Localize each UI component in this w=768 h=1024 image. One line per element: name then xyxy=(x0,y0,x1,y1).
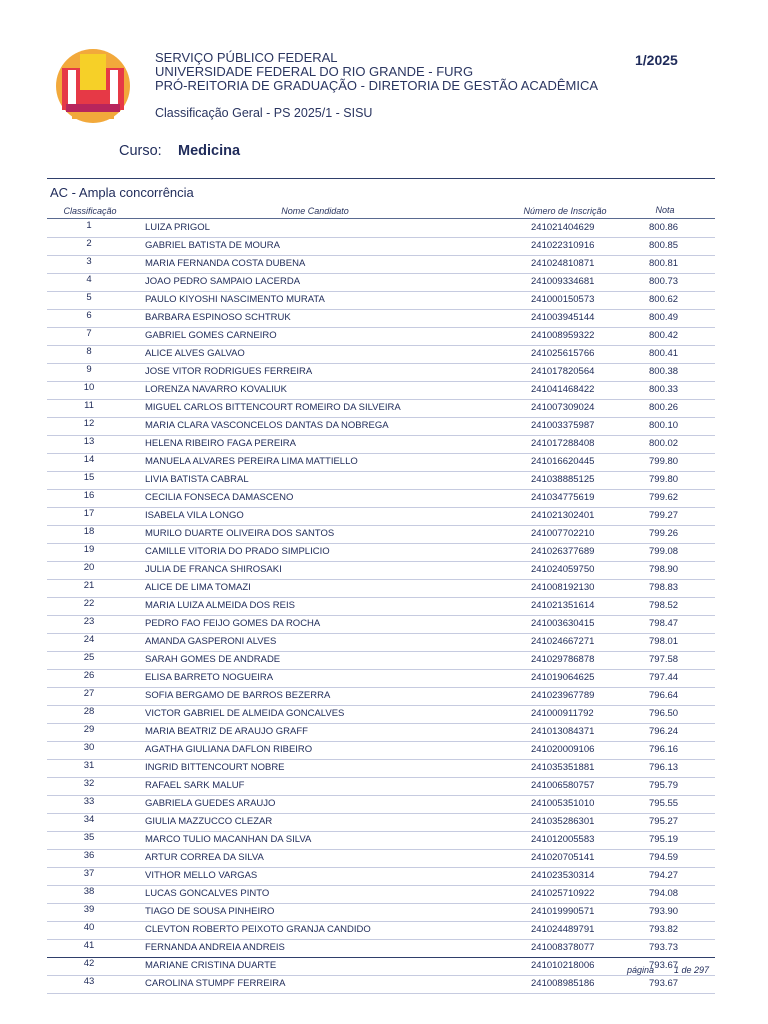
inscricao-cell: 241016620445 xyxy=(531,456,595,467)
rank-cell: 26 xyxy=(83,670,95,681)
inscricao-cell: 241007309024 xyxy=(531,402,595,413)
nota-cell: 800.85 xyxy=(649,240,679,251)
inscricao-cell: 241005351010 xyxy=(531,798,595,809)
inscricao-cell: 241024667271 xyxy=(531,636,595,647)
table-row xyxy=(47,742,715,760)
nota-cell: 798.47 xyxy=(649,618,679,629)
nota-cell: 799.80 xyxy=(649,456,679,467)
rank-cell: 22 xyxy=(83,598,95,609)
rank-cell: 10 xyxy=(83,382,95,393)
header-subtitle: Classificação Geral - PS 2025/1 - SISU xyxy=(155,106,373,120)
rank-cell: 38 xyxy=(83,886,95,897)
logo-bar xyxy=(72,114,114,119)
rank-cell: 40 xyxy=(83,922,95,933)
table-row xyxy=(47,274,715,292)
name-cell: GIULIA MAZZUCCO CLEZAR xyxy=(145,816,273,827)
logo-core xyxy=(80,54,106,90)
top-divider xyxy=(47,178,715,179)
name-cell: MARIANE CRISTINA DUARTE xyxy=(145,960,277,971)
name-cell: VITHOR MELLO VARGAS xyxy=(145,870,258,881)
nota-cell: 793.82 xyxy=(649,924,679,935)
logo-slot-left xyxy=(68,70,76,104)
rank-cell: 37 xyxy=(83,868,95,879)
rank-cell: 4 xyxy=(86,274,92,285)
table-row xyxy=(47,400,715,418)
inscricao-cell: 241038885125 xyxy=(531,474,595,485)
rank-cell: 30 xyxy=(83,742,95,753)
name-cell: HELENA RIBEIRO FAGA PEREIRA xyxy=(145,438,296,449)
nota-cell: 796.50 xyxy=(649,708,679,719)
column-header-inscricao: Número de Inscrição xyxy=(523,206,607,216)
table-row xyxy=(47,454,715,472)
table-row xyxy=(47,958,715,976)
table-row xyxy=(47,778,715,796)
course-label: Curso: xyxy=(119,143,162,159)
header-line-3: PRÓ-REITORIA DE GRADUAÇÃO - DIRETORIA DE GESTÃO ACADÊMICA xyxy=(155,78,599,93)
nota-cell: 796.24 xyxy=(649,726,679,737)
table-row xyxy=(47,562,715,580)
inscricao-cell: 241021302401 xyxy=(531,510,595,521)
nota-cell: 800.49 xyxy=(649,312,679,323)
rank-cell: 7 xyxy=(86,328,92,339)
inscricao-cell: 241019990571 xyxy=(531,906,595,917)
table-row xyxy=(47,364,715,382)
column-header-nota: Nota xyxy=(655,205,675,215)
nota-cell: 800.10 xyxy=(649,420,679,431)
inscricao-cell: 241024810871 xyxy=(531,258,595,269)
name-cell: MARIA CLARA VASCONCELOS DANTAS DA NOBREGA xyxy=(145,420,389,431)
table-row xyxy=(47,724,715,742)
inscricao-cell: 241008959322 xyxy=(531,330,595,341)
nota-cell: 800.41 xyxy=(649,348,679,359)
header-divider xyxy=(47,218,715,219)
nota-cell: 798.52 xyxy=(649,600,679,611)
nota-cell: 795.27 xyxy=(649,816,679,827)
rank-cell: 17 xyxy=(83,508,95,519)
rank-cell: 23 xyxy=(83,616,95,627)
nota-cell: 800.86 xyxy=(649,222,679,233)
column-header-rank: Classificação xyxy=(63,206,117,216)
name-cell: PAULO KIYOSHI NASCIMENTO MURATA xyxy=(145,294,325,305)
inscricao-cell: 241013084371 xyxy=(531,726,595,737)
rank-cell: 19 xyxy=(83,544,95,555)
ranking-table xyxy=(47,220,715,994)
section-title: AC - Ampla concorrência xyxy=(50,185,194,200)
rank-cell: 39 xyxy=(83,904,95,915)
name-cell: JOAO PEDRO SAMPAIO LACERDA xyxy=(145,276,301,287)
nota-cell: 800.73 xyxy=(649,276,679,287)
inscricao-cell: 241041468422 xyxy=(531,384,595,395)
nota-cell: 795.55 xyxy=(649,798,679,809)
nota-cell: 793.90 xyxy=(649,906,679,917)
name-cell: AGATHA GIULIANA DAFLON RIBEIRO xyxy=(145,744,313,755)
name-cell: CAROLINA STUMPF FERREIRA xyxy=(145,978,286,989)
nota-cell: 795.79 xyxy=(649,780,679,791)
nota-cell: 796.64 xyxy=(649,690,679,701)
name-cell: INGRID BITTENCOURT NOBRE xyxy=(145,762,285,773)
nota-cell: 800.42 xyxy=(649,330,679,341)
inscricao-cell: 241017288408 xyxy=(531,438,595,449)
rank-cell: 31 xyxy=(83,760,95,771)
name-cell: MARIA LUIZA ALMEIDA DOS REIS xyxy=(145,600,295,611)
name-cell: AMANDA GASPERONI ALVES xyxy=(145,636,277,647)
table-row xyxy=(47,868,715,886)
table-row xyxy=(47,418,715,436)
table-row xyxy=(47,436,715,454)
rank-cell: 13 xyxy=(83,436,95,447)
rank-cell: 3 xyxy=(86,256,92,267)
name-cell: JULIA DE FRANCA SHIROSAKI xyxy=(145,564,282,575)
furg-logo xyxy=(52,48,134,126)
inscricao-cell: 241008378077 xyxy=(531,942,595,953)
inscricao-cell: 241003375987 xyxy=(531,420,595,431)
rank-cell: 28 xyxy=(83,706,95,717)
nota-cell: 797.58 xyxy=(649,654,679,665)
inscricao-cell: 241023967789 xyxy=(531,690,595,701)
rank-cell: 5 xyxy=(86,292,92,303)
inscricao-cell: 241034775619 xyxy=(531,492,595,503)
name-cell: JOSE VITOR RODRIGUES FERREIRA xyxy=(145,366,313,377)
nota-cell: 798.83 xyxy=(649,582,679,593)
name-cell: MARIA FERNANDA COSTA DUBENA xyxy=(145,258,306,269)
table-row xyxy=(47,652,715,670)
table-row xyxy=(47,598,715,616)
rank-cell: 34 xyxy=(83,814,95,825)
nota-cell: 800.81 xyxy=(649,258,679,269)
inscricao-cell: 241022310916 xyxy=(531,240,595,251)
nota-cell: 794.59 xyxy=(649,852,679,863)
nota-cell: 795.19 xyxy=(649,834,679,845)
nota-cell: 799.62 xyxy=(649,492,679,503)
rank-cell: 32 xyxy=(83,778,95,789)
name-cell: GABRIELA GUEDES ARAUJO xyxy=(145,798,276,809)
table-row xyxy=(47,256,715,274)
nota-cell: 798.90 xyxy=(649,564,679,575)
inscricao-cell: 241008985186 xyxy=(531,978,595,989)
rank-cell: 25 xyxy=(83,652,95,663)
table-row xyxy=(47,526,715,544)
rank-cell: 20 xyxy=(83,562,95,573)
nota-cell: 793.73 xyxy=(649,942,679,953)
inscricao-cell: 241012005583 xyxy=(531,834,595,845)
inscricao-cell: 241025710922 xyxy=(531,888,595,899)
table-row xyxy=(47,688,715,706)
rank-cell: 21 xyxy=(83,580,95,591)
inscricao-cell: 241000911792 xyxy=(531,708,594,719)
name-cell: CLEVTON ROBERTO PEIXOTO GRANJA CANDIDO xyxy=(145,924,371,935)
document-code: 1/2025 xyxy=(635,52,678,68)
table-row xyxy=(47,346,715,364)
rank-cell: 29 xyxy=(83,724,95,735)
table-row xyxy=(47,922,715,940)
name-cell: CECILIA FONSECA DAMASCENO xyxy=(145,492,294,503)
inscricao-cell: 241019064625 xyxy=(531,672,595,683)
rank-cell: 16 xyxy=(83,490,95,501)
rank-cell: 15 xyxy=(83,472,95,483)
nota-cell: 800.62 xyxy=(649,294,679,305)
table-row xyxy=(47,832,715,850)
name-cell: LUIZA PRIGOL xyxy=(145,222,210,233)
table-row xyxy=(47,472,715,490)
name-cell: ALICE ALVES GALVAO xyxy=(145,348,245,359)
table-row xyxy=(47,490,715,508)
page-label: página xyxy=(627,965,655,975)
table-row xyxy=(47,382,715,400)
nota-cell: 794.08 xyxy=(649,888,679,899)
inscricao-cell: 241006580757 xyxy=(531,780,595,791)
table-row xyxy=(47,544,715,562)
inscricao-cell: 241007702210 xyxy=(531,528,595,539)
inscricao-cell: 241025615766 xyxy=(531,348,595,359)
rank-cell: 27 xyxy=(83,688,95,699)
course-value: Medicina xyxy=(178,143,241,159)
logo-base xyxy=(66,104,120,112)
nota-cell: 793.67 xyxy=(649,960,679,971)
table-row xyxy=(47,238,715,256)
name-cell: ELISA BARRETO NOGUEIRA xyxy=(145,672,274,683)
nota-cell: 796.16 xyxy=(649,744,679,755)
name-cell: MURILO DUARTE OLIVEIRA DOS SANTOS xyxy=(145,528,335,539)
table-row xyxy=(47,310,715,328)
nota-cell: 794.27 xyxy=(649,870,679,881)
inscricao-cell: 241023530314 xyxy=(531,870,595,881)
rank-cell: 1 xyxy=(86,220,92,231)
table-row xyxy=(47,706,715,724)
name-cell: SARAH GOMES DE ANDRADE xyxy=(145,654,281,665)
rank-cell: 43 xyxy=(83,976,95,987)
table-row xyxy=(47,580,715,598)
table-row xyxy=(47,886,715,904)
rank-cell: 12 xyxy=(83,418,95,429)
rank-cell: 2 xyxy=(86,238,92,249)
name-cell: ALICE DE LIMA TOMAZI xyxy=(145,582,251,593)
name-cell: FERNANDA ANDREIA ANDREIS xyxy=(145,942,285,953)
name-cell: LIVIA BATISTA CABRAL xyxy=(145,474,249,485)
name-cell: LORENZA NAVARRO KOVALIUK xyxy=(145,384,288,395)
rank-cell: 6 xyxy=(86,310,92,321)
header-line-2: UNIVERSIDADE FEDERAL DO RIO GRANDE - FURG xyxy=(155,64,474,79)
nota-cell: 799.08 xyxy=(649,546,679,557)
inscricao-cell: 241000150573 xyxy=(531,294,595,305)
table-row xyxy=(47,508,715,526)
nota-cell: 799.80 xyxy=(649,474,679,485)
inscricao-cell: 241020009106 xyxy=(531,744,595,755)
table-row xyxy=(47,850,715,868)
inscricao-cell: 241003630415 xyxy=(531,618,595,629)
page-number: 1 de 297 xyxy=(674,965,710,975)
nota-cell: 793.67 xyxy=(649,978,679,989)
table-row xyxy=(47,670,715,688)
table-row xyxy=(47,976,715,994)
name-cell: MARCO TULIO MACANHAN DA SILVA xyxy=(145,834,312,845)
nota-cell: 798.01 xyxy=(649,636,679,647)
table-row xyxy=(47,616,715,634)
rank-cell: 33 xyxy=(83,796,95,807)
table-row xyxy=(47,814,715,832)
table-row xyxy=(47,634,715,652)
nota-cell: 799.26 xyxy=(649,528,679,539)
bottom-divider xyxy=(47,957,715,958)
table-row xyxy=(47,904,715,922)
inscricao-cell: 241017820564 xyxy=(531,366,595,377)
name-cell: ISABELA VILA LONGO xyxy=(145,510,244,521)
name-cell: RAFAEL SARK MALUF xyxy=(145,780,245,791)
nota-cell: 797.44 xyxy=(649,672,679,683)
name-cell: VICTOR GABRIEL DE ALMEIDA GONCALVES xyxy=(145,708,345,719)
table-row xyxy=(47,328,715,346)
rank-cell: 35 xyxy=(83,832,95,843)
table-row xyxy=(47,760,715,778)
name-cell: ARTUR CORREA DA SILVA xyxy=(145,852,264,863)
inscricao-cell: 241020705141 xyxy=(531,852,595,863)
rank-cell: 8 xyxy=(86,346,92,357)
name-cell: LUCAS GONCALVES PINTO xyxy=(145,888,270,899)
inscricao-cell: 241035351881 xyxy=(531,762,595,773)
rank-cell: 41 xyxy=(83,940,95,951)
inscricao-cell: 241024059750 xyxy=(531,564,595,575)
nota-cell: 800.38 xyxy=(649,366,679,377)
name-cell: BARBARA ESPINOSO SCHTRUK xyxy=(145,312,291,323)
inscricao-cell: 241035286301 xyxy=(531,816,595,827)
nota-cell: 800.02 xyxy=(649,438,679,449)
logo-slot-right xyxy=(110,70,118,104)
rank-cell: 18 xyxy=(83,526,95,537)
nota-cell: 799.27 xyxy=(649,510,679,521)
rank-cell: 36 xyxy=(83,850,95,861)
inscricao-cell: 241021351614 xyxy=(531,600,595,611)
name-cell: GABRIEL GOMES CARNEIRO xyxy=(145,330,277,341)
table-row xyxy=(47,796,715,814)
rank-cell: 9 xyxy=(86,364,92,375)
name-cell: TIAGO DE SOUSA PINHEIRO xyxy=(145,906,275,917)
nota-cell: 800.33 xyxy=(649,384,679,395)
name-cell: MIGUEL CARLOS BITTENCOURT ROMEIRO DA SILVEIRA xyxy=(145,402,401,413)
inscricao-cell: 241009334681 xyxy=(531,276,595,287)
rank-cell: 11 xyxy=(84,400,94,411)
name-cell: GABRIEL BATISTA DE MOURA xyxy=(145,240,280,251)
column-header-name: Nome Candidato xyxy=(281,206,349,216)
inscricao-cell: 241003945144 xyxy=(531,312,595,323)
name-cell: MARIA BEATRIZ DE ARAUJO GRAFF xyxy=(145,726,308,737)
table-row xyxy=(47,220,715,238)
inscricao-cell: 241008192130 xyxy=(531,582,595,593)
inscricao-cell: 241024489791 xyxy=(531,924,595,935)
inscricao-cell: 241026377689 xyxy=(531,546,595,557)
inscricao-cell: 241010218006 xyxy=(531,960,595,971)
nota-cell: 800.26 xyxy=(649,402,679,413)
name-cell: SOFIA BERGAMO DE BARROS BEZERRA xyxy=(145,690,331,701)
nota-cell: 796.13 xyxy=(649,762,679,773)
rank-cell: 14 xyxy=(83,454,95,465)
name-cell: CAMILLE VITORIA DO PRADO SIMPLICIO xyxy=(145,546,330,557)
inscricao-cell: 241021404629 xyxy=(531,222,595,233)
table-row xyxy=(47,292,715,310)
table-row xyxy=(47,940,715,958)
name-cell: MANUELA ALVARES PEREIRA LIMA MATTIELLO xyxy=(145,456,358,467)
name-cell: PEDRO FAO FEIJO GOMES DA ROCHA xyxy=(145,618,321,629)
header-line-1: SERVIÇO PÚBLICO FEDERAL xyxy=(155,50,338,65)
rank-cell: 24 xyxy=(83,634,95,645)
inscricao-cell: 241029786878 xyxy=(531,654,595,665)
rank-cell: 42 xyxy=(83,958,95,969)
